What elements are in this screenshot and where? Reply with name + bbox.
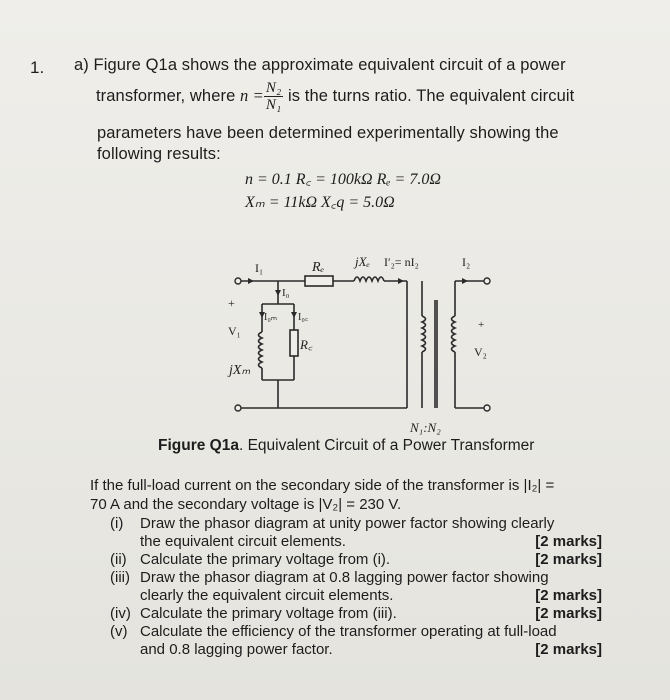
- item-text: Calculate the efficiency of the transformer operating at full-load: [140, 623, 557, 640]
- item-ii: [110, 551, 390, 568]
- params-line-1: n = 0.1 R꜀ = 100kΩ Rₑ = 7.0Ω: [245, 171, 441, 188]
- item-label: (iv): [110, 605, 131, 622]
- fraction-denominator: N₁: [265, 97, 282, 113]
- item-text: Calculate the primary voltage from (iii).: [140, 605, 397, 622]
- intro-line-2-a: transformer, where: [96, 86, 241, 105]
- item-v-line-1: [110, 623, 557, 640]
- label-Iom: I₀ₘ: [264, 312, 278, 323]
- item-text: Draw the phasor diagram at unity power factor showing clearly: [140, 515, 555, 532]
- plus-secondary: +: [478, 319, 485, 331]
- item-iv: [110, 605, 397, 622]
- item-label: (ii): [110, 551, 127, 568]
- marks-iii: [2 marks]: [535, 587, 602, 604]
- intro-line-4: following results:: [97, 145, 221, 163]
- label-V1: V₁: [228, 324, 241, 338]
- item-text: Draw the phasor diagram at 0.8 lagging power factor showing: [140, 569, 549, 586]
- label-jXe: jXₑ: [355, 254, 370, 269]
- item-iii-line-2: [110, 587, 393, 604]
- label-Re: Rₑ: [312, 260, 325, 275]
- body-para-line-2: 70 A and the secondary voltage is |V₂| = 230 V.: [90, 496, 402, 513]
- figure-caption-bold: Figure Q1a: [158, 437, 239, 454]
- intro-line-2-b: is the turns ratio. The equivalent circuit: [283, 86, 575, 105]
- item-iii-line-1: [110, 569, 549, 586]
- intro-line-1: a) Figure Q1a shows the approximate equivalent circuit of a power: [74, 56, 566, 74]
- label-I0: I₀: [282, 287, 290, 299]
- label-jXm: jXₘ: [229, 363, 251, 378]
- marks-i: [2 marks]: [535, 533, 602, 550]
- item-i-line-1: [110, 515, 554, 532]
- item-text: Calculate the primary voltage from (i).: [140, 551, 391, 568]
- marks-iv: [2 marks]: [535, 605, 602, 622]
- item-text: the equivalent circuit elements.: [140, 533, 346, 550]
- label-I1: I₁: [255, 261, 264, 275]
- label-V2: V₂: [474, 345, 487, 359]
- label-Ioc: I₀꜀: [298, 312, 309, 323]
- item-label: (i): [110, 515, 124, 532]
- n-equals: n =: [240, 85, 264, 105]
- item-i-line-2: [110, 533, 346, 550]
- plus-primary: +: [228, 296, 235, 310]
- fraction-numerator: N₂: [265, 80, 282, 96]
- question-number: 1.: [30, 58, 45, 77]
- body-para-line-1: If the full-load current on the secondary side of the transformer is |I₂| =: [90, 477, 555, 494]
- params-line-2: Xₘ = 11kΩ X꜀q = 5.0Ω: [245, 194, 395, 211]
- label-I2prime: I′₂= nI₂: [384, 255, 419, 269]
- label-I2: I₂: [462, 255, 471, 269]
- item-v-line-2: [110, 641, 333, 658]
- marks-v: [2 marks]: [535, 641, 602, 658]
- item-text: and 0.8 lagging power factor.: [140, 641, 333, 658]
- item-label: (iii): [110, 569, 130, 586]
- figure-caption-rest: . Equivalent Circuit of a Power Transformer: [238, 437, 535, 454]
- label-Rc: R꜀: [300, 337, 313, 352]
- item-text: clearly the equivalent circuit elements.: [140, 587, 394, 604]
- figure-caption: [158, 437, 534, 455]
- intro-line-3: parameters have been determined experimentally showing the: [97, 124, 559, 142]
- marks-ii: [2 marks]: [535, 551, 602, 568]
- label-turns-ratio: N₁:N₂: [410, 420, 441, 435]
- item-label: (v): [110, 623, 128, 640]
